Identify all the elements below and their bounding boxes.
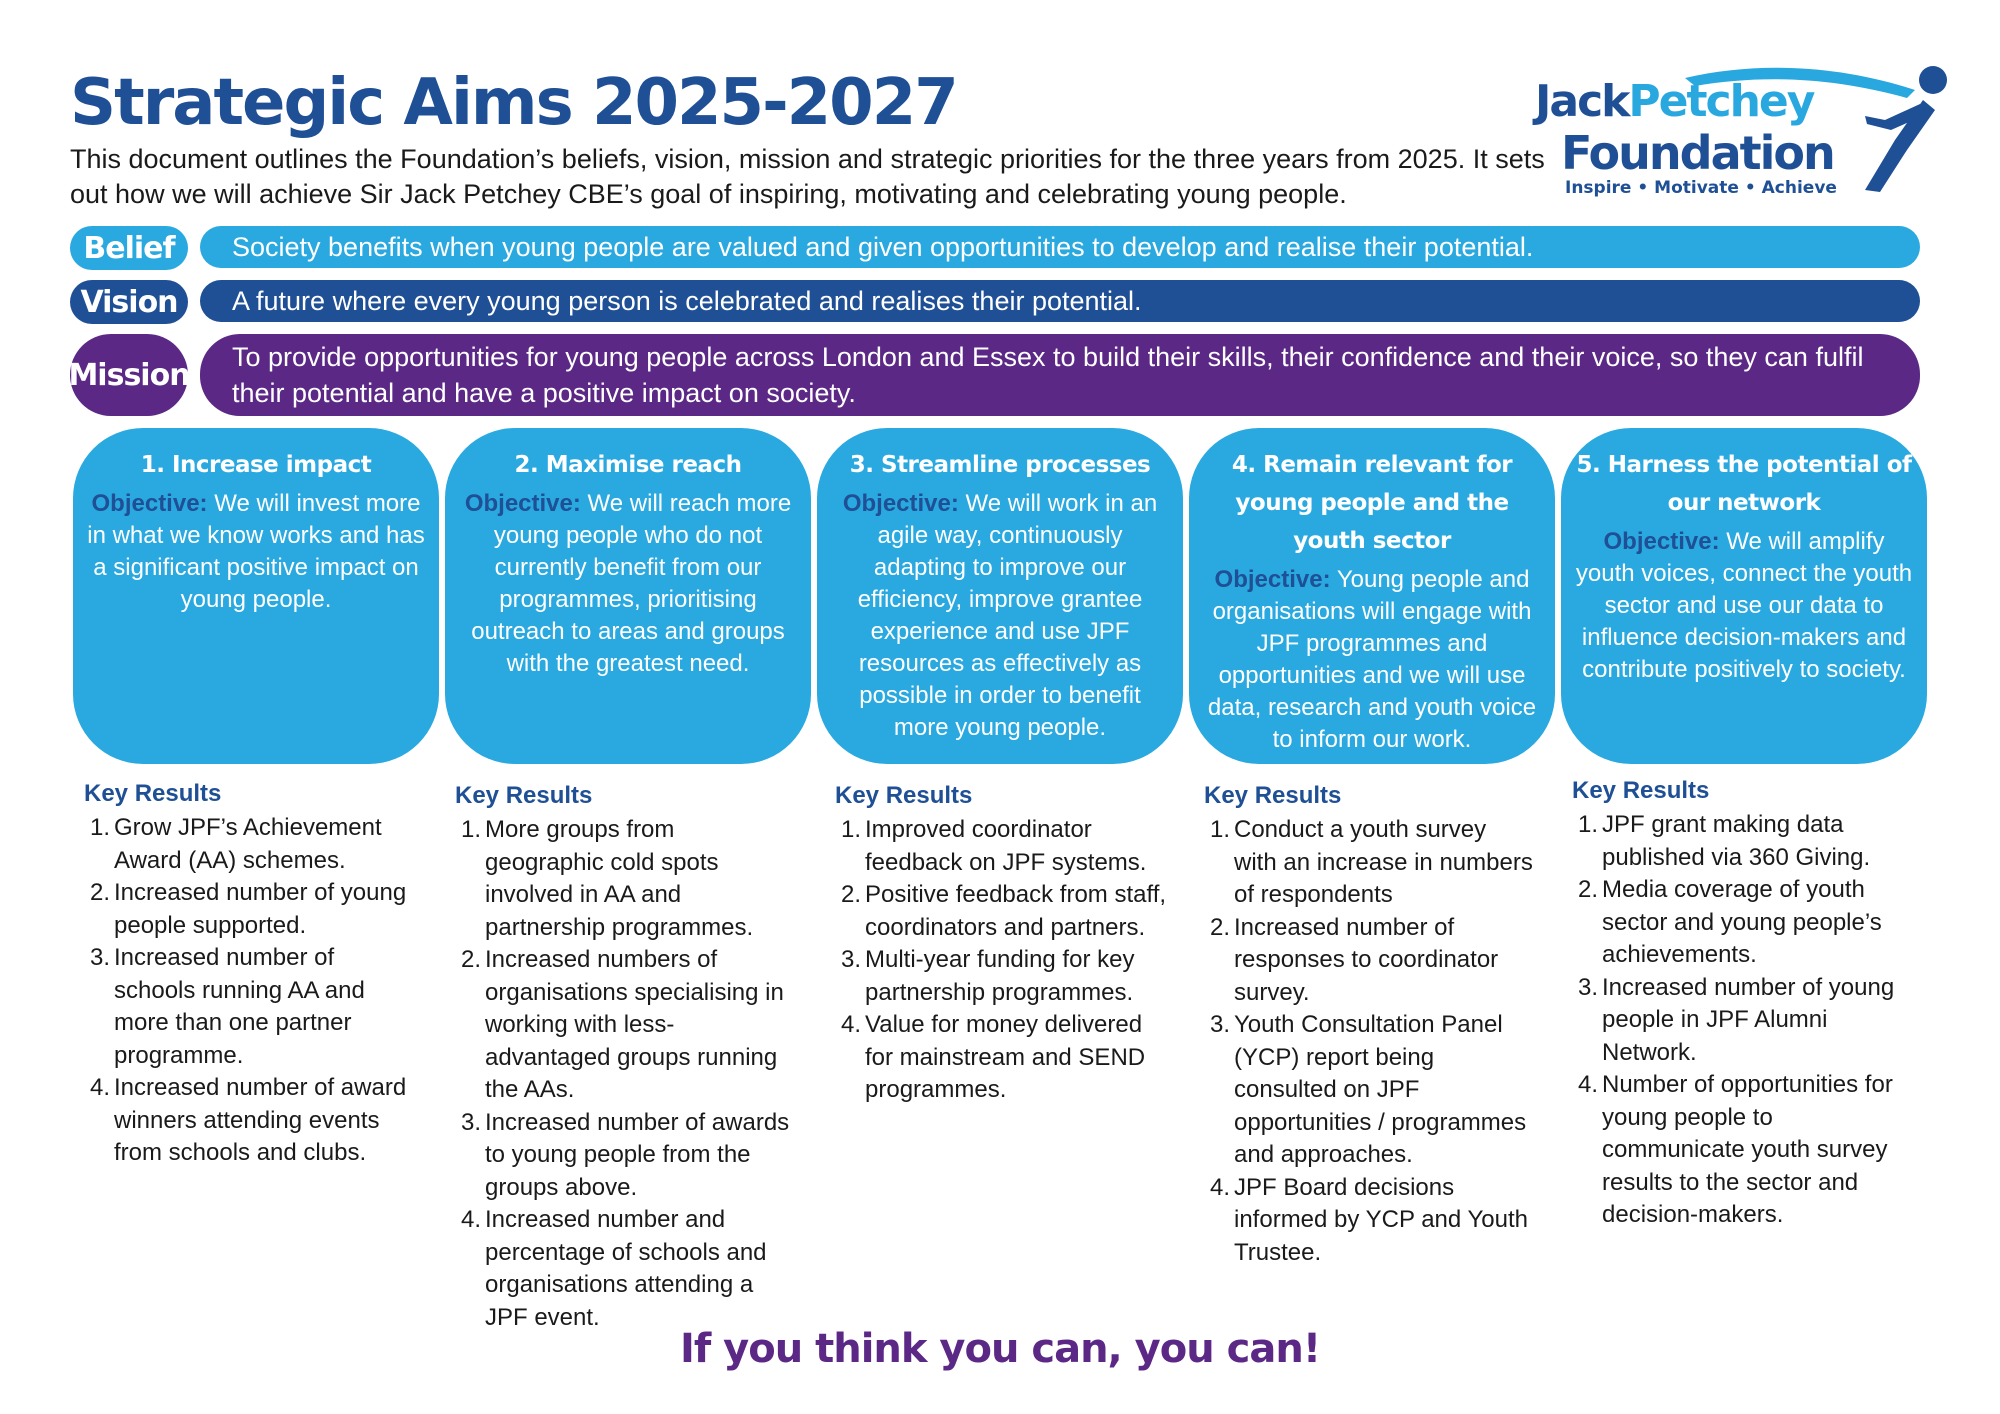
list-text: Youth Consultation Panel (YCP) report being consulted on JPF opportunities / programmes and approaches. <box>1234 1011 1527 1168</box>
list-item <box>84 812 414 877</box>
key-results-heading: Key Results <box>1204 782 1342 809</box>
aim-title: 4. Remain relevant for young people and the youth sector <box>1231 452 1513 554</box>
list-text: Increased number of young people in JPF Alumni Network. <box>1602 973 1895 1066</box>
logo-word-petchey: Petchey <box>1628 76 1814 127</box>
aim-objective <box>1575 526 1913 686</box>
objective-text: We will invest more in what we know works and has a significant positive impact on young people. <box>87 490 425 613</box>
list-text: Grow JPF’s Achievement Award (AA) schemes. <box>114 814 382 874</box>
objective-label: Objective: <box>464 490 581 517</box>
list-text: Value for money delivered for mainstream and SEND programmes. <box>865 1011 1146 1103</box>
list-text: Increased numbers of organisations specialising in working with less-advantaged groups running the AAs. <box>485 946 784 1103</box>
list-item <box>455 814 797 944</box>
objective-text: We will work in an agile way, continuously adapting to improve our efficiency, improve grantee experience and use JPF resources as effectively as possible in order to benefit more young people. <box>857 490 1158 741</box>
aim-objective <box>1203 564 1541 756</box>
list-number: 3. <box>89 944 110 971</box>
list-text: Increased number of responses to coordinator survey. <box>1234 913 1499 1006</box>
list-text: Media coverage of youth sector and young people’s achievements. <box>1602 876 1882 968</box>
aim-objective <box>831 488 1169 744</box>
logo-jackpetchey-text <box>1535 76 1813 127</box>
list-number: 4. <box>1577 1071 1598 1098</box>
list-number: 1. <box>460 816 481 843</box>
list-number: 1. <box>1209 816 1230 843</box>
objective-text: Young people and organisations will engage with JPF programmes and opportunities and we will use data, research and youth voice to inform our work. <box>1207 566 1537 753</box>
list-text: Increased number of awards to young people from the groups above. <box>485 1108 790 1201</box>
aim-card-streamline-processes <box>817 428 1183 764</box>
belief-label: Belief <box>70 226 188 270</box>
list-item <box>455 944 797 1107</box>
list-item <box>1572 874 1912 972</box>
objective-label: Objective: <box>842 490 959 517</box>
list-text: Multi-year funding for key partnership programmes. <box>865 946 1135 1006</box>
key-results-heading: Key Results <box>835 782 973 809</box>
list-text: Increased number of young people supported. <box>114 879 407 939</box>
list-number: 4. <box>1209 1173 1230 1201</box>
logo-tagline: Inspire • Motivate • Achieve <box>1565 178 1837 198</box>
key-results-heading: Key Results <box>455 782 593 809</box>
list-item <box>835 814 1175 879</box>
key-results-heading: Key Results <box>1572 777 1710 804</box>
list-number: 4. <box>840 1011 861 1038</box>
list-text: Increased number of schools running AA and more than one partner programme. <box>114 944 365 1069</box>
list-text: Increased number of award winners attending events from schools and clubs. <box>114 1074 407 1166</box>
list-number: 1. <box>89 814 110 841</box>
objective-text: We will amplify youth voices, connect the youth sector and use our data to influence decision-makers and contribute positively to society. <box>1575 528 1913 683</box>
list-text: Improved coordinator feedback on JPF systems. <box>865 816 1147 876</box>
mission-text: To provide opportunities for young people across London and Essex to build their skills, their confidence and their voice, so they can fulfil their potential and have a positive impact on society. <box>232 342 1864 408</box>
list-text: JPF grant making data published via 360 Giving. <box>1602 811 1871 871</box>
list-item <box>84 877 414 942</box>
list-text: Increased number and percentage of schools and organisations attending a JPF event. <box>485 1206 767 1331</box>
list-text: Conduct a youth survey with an increase in numbers of respondents <box>1234 816 1533 908</box>
belief-statement <box>200 226 1920 268</box>
aim-title: 5. Harness the potential of our network <box>1576 452 1912 516</box>
list-item <box>1204 912 1534 1010</box>
aim-title: 3. Streamline processes <box>849 452 1151 478</box>
list-item <box>455 1204 797 1334</box>
aim-card-maximise-reach <box>445 428 811 764</box>
objective-text: We will reach more young people who do not currently benefit from our programmes, prioritising outreach to areas and groups with the greatest need. <box>471 490 792 677</box>
vision-statement <box>200 280 1920 322</box>
key-results-heading: Key Results <box>84 780 222 807</box>
list-number: 3. <box>460 1108 481 1136</box>
list-item <box>455 1107 797 1205</box>
list-number: 1. <box>840 816 861 843</box>
footer-slogan: If you think you can, you can! <box>679 1326 1321 1372</box>
list-text: More groups from geographic cold spots involved in AA and partnership programmes. <box>485 816 754 941</box>
list-number: 2. <box>460 946 481 973</box>
list-text: Positive feedback from staff, coordinators and partners. <box>865 881 1167 941</box>
vision-text: A future where every young person is celebrated and realises their potential. <box>232 286 1142 316</box>
key-results-maximise-reach <box>455 780 797 1334</box>
list-item <box>835 879 1175 944</box>
key-results-remain-relevant <box>1204 780 1534 1269</box>
aim-card-increase-impact <box>73 428 439 764</box>
list-item <box>1204 1172 1534 1270</box>
mission-label: Mission <box>70 334 188 416</box>
belief-text: Society benefits when young people are valued and given opportunities to develop and realise their potential. <box>232 232 1534 262</box>
list-number: 3. <box>1577 973 1598 1001</box>
list-item <box>1572 1069 1912 1232</box>
list-text: Number of opportunities for young people to communicate youth survey results to the sector and decision-makers. <box>1602 1071 1893 1228</box>
list-item <box>84 1072 414 1170</box>
aim-title: 2. Maximise reach <box>514 452 742 478</box>
list-number: 4. <box>460 1206 481 1233</box>
list-item <box>1204 814 1534 912</box>
list-text: JPF Board decisions informed by YCP and Youth Trustee. <box>1234 1173 1528 1266</box>
list-number: 2. <box>1577 876 1598 903</box>
list-number: 2. <box>840 881 861 908</box>
logo-word-jack: Jack <box>1535 76 1629 127</box>
list-item <box>1572 972 1912 1070</box>
list-number: 1. <box>1577 811 1598 838</box>
aim-objective <box>87 488 425 616</box>
vision-label: Vision <box>70 280 188 324</box>
objective-label: Objective: <box>1214 566 1331 593</box>
list-item <box>835 944 1175 1009</box>
list-item <box>84 942 414 1072</box>
aim-objective <box>459 488 797 680</box>
aim-card-harness-network <box>1561 428 1927 764</box>
mission-statement <box>200 334 1920 416</box>
list-number: 3. <box>1209 1011 1230 1038</box>
key-results-increase-impact <box>84 778 414 1170</box>
logo-foundation-text: Foundation <box>1561 126 1834 180</box>
key-results-harness-network <box>1572 775 1912 1232</box>
list-number: 2. <box>89 879 110 906</box>
list-number: 4. <box>89 1074 110 1101</box>
list-item <box>835 1009 1175 1107</box>
list-number: 2. <box>1209 913 1230 941</box>
jack-petchey-logo <box>1535 60 1955 210</box>
aim-title: 1. Increase impact <box>140 452 372 478</box>
intro-paragraph: This document outlines the Foundation’s beliefs, vision, mission and strategic priorities for the three years from 2025. It sets out how we will achieve Sir Jack Petchey CBE’s goal of inspiring, motivating and celebrating young people. <box>70 144 1545 209</box>
list-number: 3. <box>840 946 861 973</box>
aim-card-remain-relevant <box>1189 428 1555 764</box>
list-item <box>1204 1009 1534 1172</box>
objective-label: Objective: <box>1603 528 1720 555</box>
key-results-streamline-processes <box>835 780 1175 1107</box>
list-item <box>1572 809 1912 874</box>
page-title: Strategic Aims 2025-2027 <box>70 66 957 140</box>
objective-label: Objective: <box>91 490 208 517</box>
